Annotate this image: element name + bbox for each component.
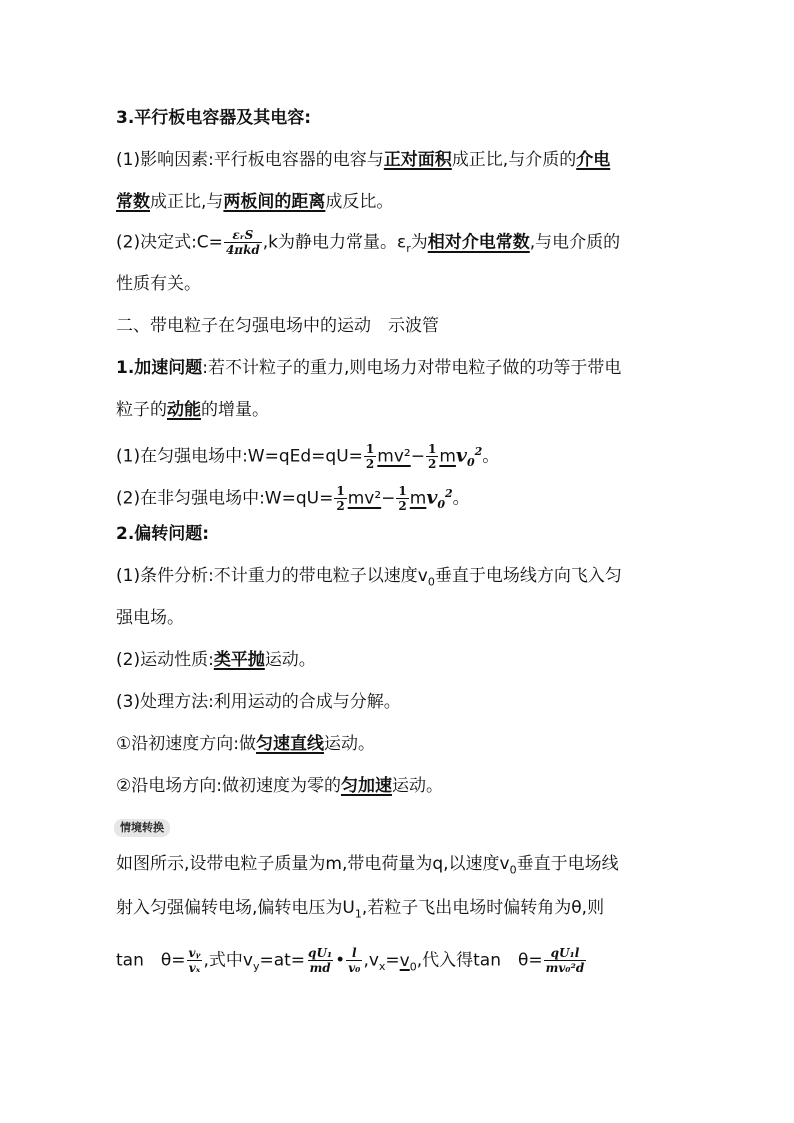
deflection-condition-line2: 强电场。 <box>116 608 184 628</box>
acceleration-line1: 1.加速问题:若不计粒子的重力,则电场力对带电粒子做的功等于带电 <box>116 358 622 378</box>
deflection-nature-line: (2)运动性质:类平抛运动。 <box>116 650 316 670</box>
half-fraction: $\frac{1}{2}$ <box>365 442 375 472</box>
capacitor-factors-line1: (1)影响因素:平行板电容器的电容与正对面积成正比,与介质的介电 <box>116 150 611 170</box>
qu-over-md-fraction: $\frac{\text{qU₁}}{md}$ <box>308 946 333 975</box>
deflection-condition-line1: (1)条件分析:不计重力的带电粒子以速度$v_0$垂直于电场线方向飞入匀 <box>116 566 622 589</box>
keyword-plate-distance: 两板间的距离 <box>223 192 326 212</box>
scenario-line2: 射入匀强偏转电场,偏转电压为$U_1$,若粒子飞出电场时偏转角为θ,则 <box>116 898 605 921</box>
capacitor-factors-line2: 常数成正比,与两板间的距离成反比。 <box>116 192 394 212</box>
scenario-tag: 情境转换 <box>114 819 170 837</box>
acceleration-nonuniform-formula: (2)在非匀强电场中:W=qU= $\frac{1}{2}$ mv²− $\frac{1}{2}$ $mv_0^2$。 <box>116 484 470 514</box>
scenario-formula-line: tan θ= $\frac{\text{vᵧ}}{\text{vₓ}}$ ,式中$v_y=at=$ $\frac{\text{qU₁}}{md}$ • $\frac{l}{\text{v₀}}$ $,v_x=v_0$,代入得tan θ= $\frac{\text{qU₁l}}{\text{mv₀²d}}$ <box>116 946 585 975</box>
keyword-projectile-like: 类平抛 <box>213 650 265 670</box>
deflection-initial-direction-line: ①沿初速度方向:做匀速直线运动。 <box>116 734 375 754</box>
acceleration-uniform-formula: (1)在匀强电场中:W=qEd=qU= $\frac{1}{2}$ mv²− $\frac{1}{2}$ $mv_0^2$。 <box>116 442 500 472</box>
section-title-capacitor: 3.平行板电容器及其电容: <box>116 108 312 128</box>
deflection-method-line: (3)处理方法:利用运动的合成与分解。 <box>116 692 401 712</box>
tan-theta-result-fraction: $\frac{\text{qU₁l}}{\text{mv₀²d}}$ <box>545 946 585 975</box>
half-fraction: $\frac{1}{2}$ <box>336 484 345 514</box>
section-title-deflection: 2.偏转问题: <box>116 524 210 544</box>
keyword-facing-area: 正对面积 <box>383 150 452 170</box>
half-fraction: $\frac{1}{2}$ <box>398 484 407 514</box>
capacitor-formula-line2: 性质有关。 <box>116 274 201 294</box>
scenario-line1: 如图所示,设带电粒子质量为m,带电荷量为q,以速度$v_0$垂直于电场线 <box>116 854 619 877</box>
keyword-dielectric-b: 常数 <box>116 192 150 212</box>
deflection-field-direction-line: ②沿电场方向:做初速度为零的匀加速运动。 <box>116 776 443 796</box>
keyword-relative-permittivity: 相对介电常数 <box>427 232 530 253</box>
keyword-uniform-acceleration: 匀加速 <box>340 776 392 796</box>
capacitance-fraction: $\frac{\text{εᵣS}}{\text{4πkd}}$ <box>225 228 260 257</box>
half-fraction: $\frac{1}{2}$ <box>427 442 437 472</box>
vy-over-vx-fraction: $\frac{\text{vᵧ}}{\text{vₓ}}$ <box>188 946 201 975</box>
section-title-charged-particle: 二、带电粒子在匀强电场中的运动 示波管 <box>116 316 439 336</box>
acceleration-line2: 粒子的动能的增量。 <box>116 400 269 420</box>
l-over-v0-fraction: $\frac{l}{\text{v₀}}$ <box>348 946 361 975</box>
keyword-kinetic-energy: 动能 <box>167 400 201 420</box>
keyword-v0: $v_0$ <box>399 950 417 973</box>
keyword-uniform-linear: 匀速直线 <box>255 734 324 754</box>
capacitor-formula-line: (2)决定式:C= $\frac{\text{εᵣS}}{\text{4πkd}}$ ,k为静电力常量。$\varepsilon_r$为相对介电常数,与电介质的 <box>116 228 621 257</box>
keyword-dielectric-a: 介电 <box>576 150 611 170</box>
